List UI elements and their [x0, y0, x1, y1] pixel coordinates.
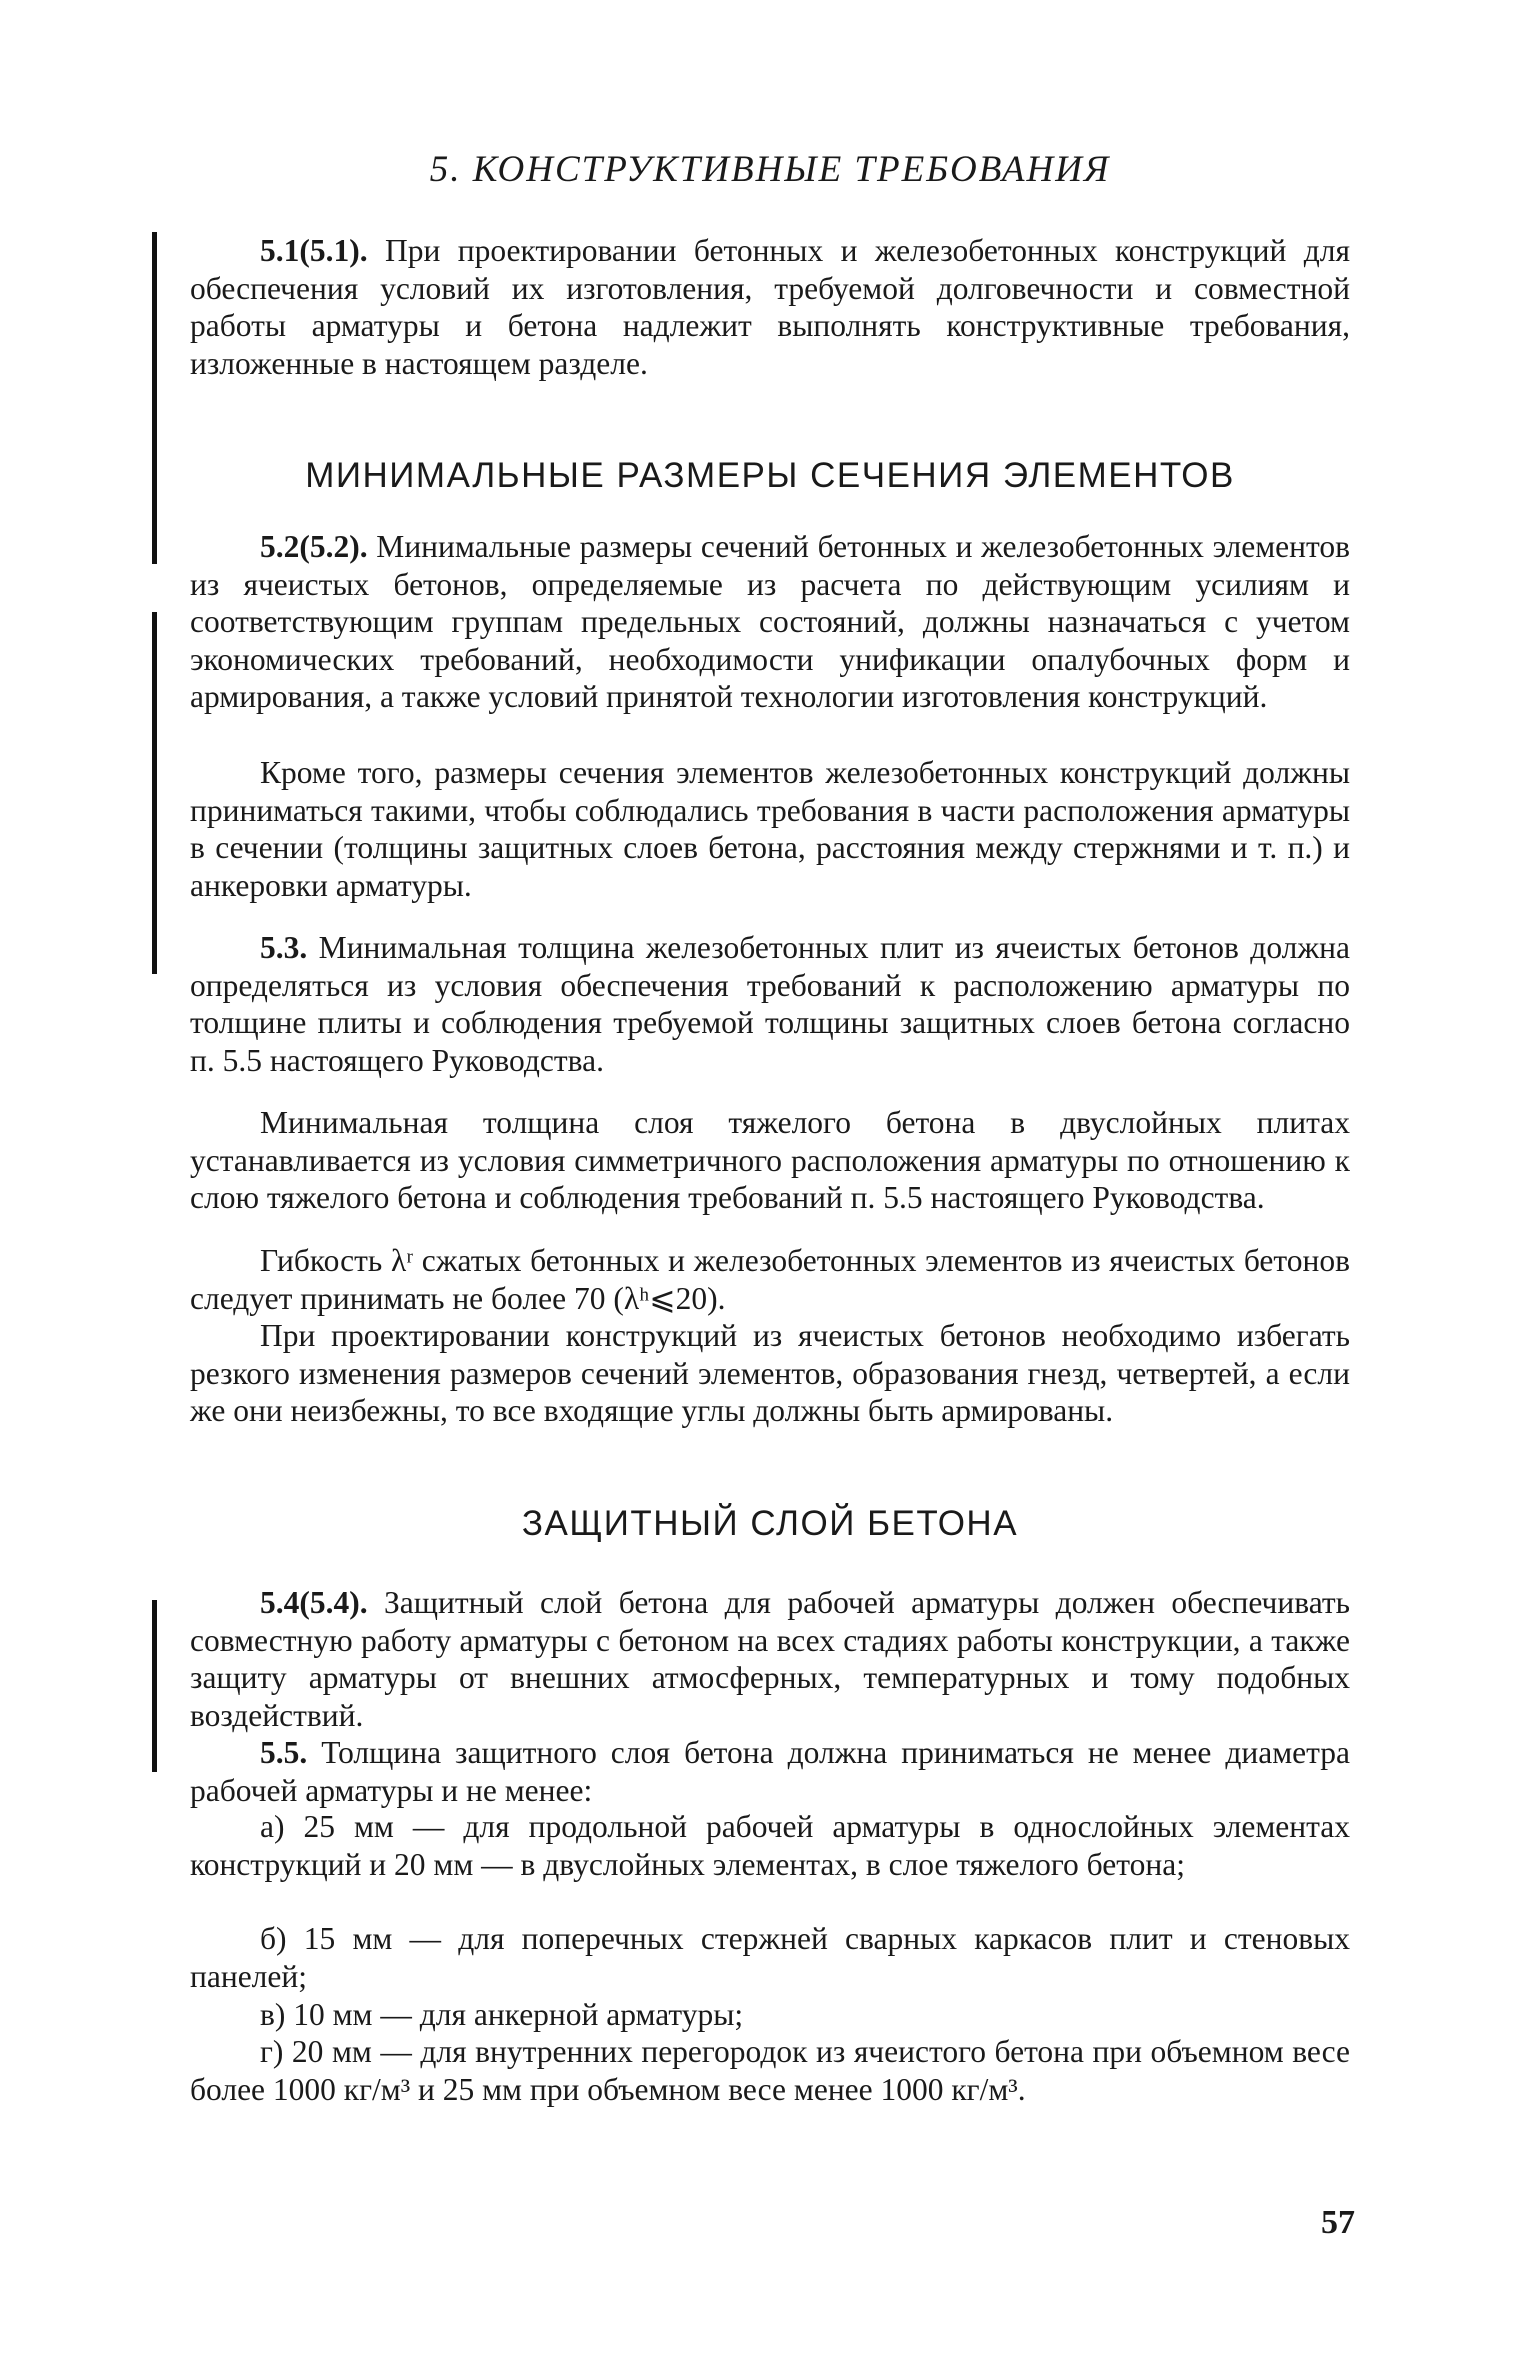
list-item-v: в) 10 мм — для анкерной арматуры;	[260, 1997, 744, 2032]
paragraph-5-3-design: При проектировании конструкций из ячеистых бетонов необходимо избегать резкого изменения размеров сечений элементов, образования гнезд, четвертей, а если же они неизбежны, то все входящие углы должны быть армированы.	[190, 1318, 1350, 1429]
revision-bar	[152, 1600, 157, 1772]
section-heading-cover: ЗАЩИТНЫЙ СЛОЙ БЕТОНА	[521, 1504, 1019, 1543]
section-heading-min-sizes: МИНИМАЛЬНЫЕ РАЗМЕРЫ СЕЧЕНИЯ ЭЛЕМЕНТОВ	[305, 456, 1235, 495]
paragraph-text: При проектировании бетонных и железобетонных конструкций для обеспечения условий их изготовления, требуемой долговечности и совместной работы арматуры и бетона надлежит выполнять конструктивные требования, изложенные в настоящем разделе.	[190, 233, 1350, 381]
revision-bar	[152, 612, 157, 974]
paragraph-text: Минимальные размеры сечений бетонных и железобетонных элементов из ячеистых бетонов, определяемые из расчета по действующим усилиям и соответствующим группам предельных состояний, должны назначаться с учетом экономических требований, необходимости унификации опалубочных форм и армирования, а также условий принятой технологии изготовления конструкций.	[190, 529, 1350, 715]
paragraph-5-2	[190, 528, 1350, 716]
clause-number: 5.5.	[260, 1735, 308, 1770]
list-item-b: б) 15 мм — для поперечных стержней сварных каркасов плит и стеновых панелей;	[190, 1921, 1350, 1994]
clause-number: 5.4(5.4).	[260, 1585, 368, 1620]
page-number: 57	[1321, 2204, 1355, 2241]
clause-number: 5.3.	[260, 930, 308, 965]
paragraph-text: Толщина защитного слоя бетона должна приниматься не менее диаметра рабочей арматуры и не менее:	[190, 1735, 1350, 1808]
paragraph-5-3-heavy-layer: Минимальная толщина слоя тяжелого бетона в двуслойных плитах устанавливается из условия симметричного расположения арматуры по отношению к слою тяжелого бетона и соблюдения требований п. 5.5 настоящего Руководства.	[190, 1105, 1350, 1216]
paragraph-5-5	[190, 1734, 1350, 1809]
clause-number: 5.2(5.2).	[260, 529, 368, 564]
clause-number: 5.1(5.1).	[260, 233, 368, 268]
list-item-g: г) 20 мм — для внутренних перегородок из ячеистого бетона при объемном весе более 1000 кг/м³ и 25 мм при объемном весе менее 1000 кг/м³.	[190, 2034, 1350, 2107]
paragraph-5-3	[190, 929, 1350, 1079]
paragraph-5-2-continued: Кроме того, размеры сечения элементов железобетонных конструкций должны приниматься такими, чтобы соблюдались требования в части расположения арматуры в сечении (толщины защитных слоев бетона, расстояния между стержнями и т. п.) и анкеровки арматуры.	[190, 755, 1350, 903]
list-item-a: а) 25 мм — для продольной рабочей арматуры в однослойных элементах конструкций и 20 мм — в двуслойных элементах, в слое тяжелого бетона;	[190, 1809, 1350, 1882]
chapter-title: 5. КОНСТРУКТИВНЫЕ ТРЕБОВАНИЯ	[429, 149, 1111, 190]
paragraph-5-1	[190, 232, 1350, 382]
paragraph-text: Минимальная толщина железобетонных плит из ячеистых бетонов должна определяться из условия обеспечения требований к расположению арматуры по толщине плиты и соблюдения требуемой толщины защитных слоев бетона согласно п. 5.5 настоящего Руководства.	[190, 930, 1350, 1078]
paragraph-5-4	[190, 1584, 1350, 1734]
paragraph-5-3-slenderness: Гибкость λʳ сжатых бетонных и железобетонных элементов из ячеистых бетонов следует принимать не более 70 (λʰ⩽20).	[190, 1243, 1350, 1316]
paragraph-text: Защитный слой бетона для рабочей арматуры должен обеспечивать совместную работу арматуры с бетоном на всех стадиях работы конструкции, а также защиту арматуры от внешних атмосферных, температурных и тому подобных воздействий.	[190, 1585, 1350, 1733]
revision-bar	[152, 232, 157, 564]
